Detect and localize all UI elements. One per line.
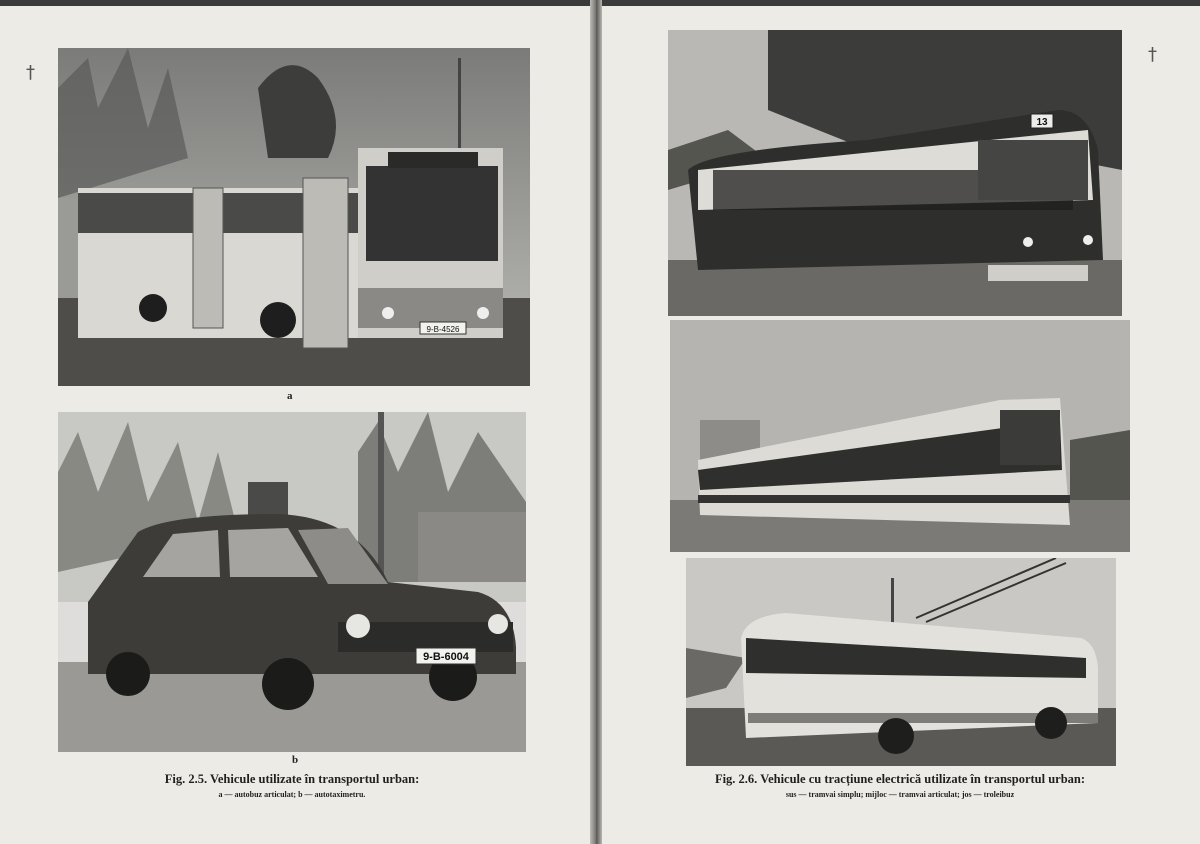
figure-2-5-caption <box>58 772 526 799</box>
figure-2-6-legend: sus — tramvai simplu; mijloc — tramvai articulat; jos — troleibuz <box>785 790 1015 799</box>
photo-taxi-car <box>58 412 526 752</box>
figure-2-6-caption <box>660 772 1140 799</box>
photo-a-label: a <box>287 390 293 402</box>
photo-trolleybus <box>686 558 1116 766</box>
figure-2-5-legend: a — autobuz articulat; b — autotaximetru. <box>218 790 366 799</box>
figure-2-5-title: Fig. 2.5. Vehicule utilizate în transportul urban: <box>164 772 420 786</box>
bus-licence-plate: 9-B-4526 <box>426 325 460 334</box>
photo-single-tram <box>668 30 1122 316</box>
left-margin-note: † <box>26 62 35 83</box>
right-margin-note: † <box>1148 44 1157 65</box>
book-spine <box>590 0 602 844</box>
tram-route-number: 13 <box>1036 117 1048 128</box>
photo-b-label: b <box>292 754 299 766</box>
photo-articulated-tram <box>670 320 1130 552</box>
photo-articulated-bus <box>58 48 530 386</box>
taxi-licence-plate: 9-B-6004 <box>423 651 469 663</box>
figure-2-6-title: Fig. 2.6. Vehicule cu tracțiune electrică utilizate în transportul urban: <box>714 772 1086 786</box>
